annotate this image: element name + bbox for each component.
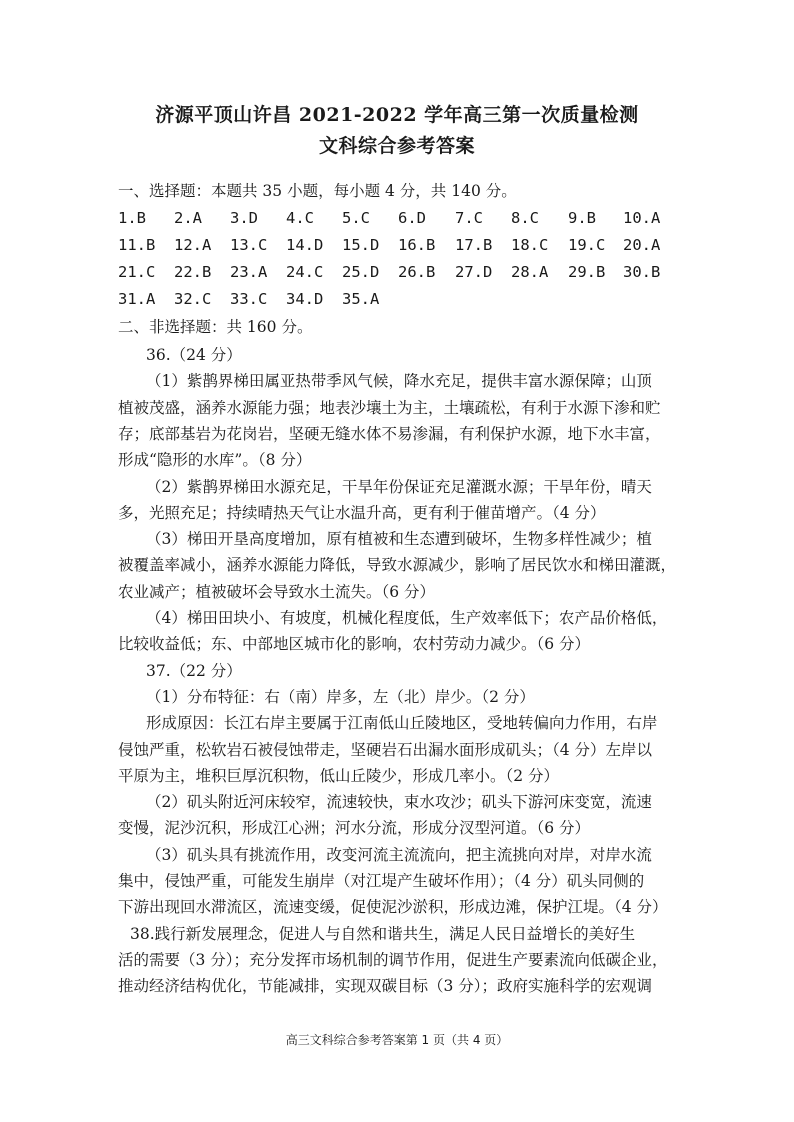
answer-item: 1.B <box>118 209 146 227</box>
answer-item: 17.B <box>455 236 493 254</box>
answer-text-line: 形成“隐形的水库”。（8 分） <box>118 451 312 469</box>
answer-text-line: 平原为主，堆积巨厚沉积物，低山丘陵少，形成几率小。（2 分） <box>118 767 560 785</box>
answer-item: 33.C <box>230 290 268 308</box>
answer-text-line: （1）分布特征：右（南）岸多，左（北）岸少。（2 分） <box>146 688 535 706</box>
answer-item: 34.D <box>286 290 324 308</box>
answer-item: 6.D <box>398 209 426 227</box>
answer-item: 7.C <box>455 209 483 227</box>
section2-heading: 二、非选择题：共 160 分。 <box>118 318 313 336</box>
answer-item: 28.A <box>511 263 549 281</box>
page-footer: 高三文科综合参考答案第 1 页（共 4 页） <box>285 1033 509 1047</box>
answer-text-line: 变慢，泥沙沉积，形成江心洲；河水分流，形成分汊型河道。（6 分） <box>118 819 591 837</box>
answer-item: 18.C <box>511 236 549 254</box>
answer-item: 14.D <box>286 236 324 254</box>
answer-item: 11.B <box>118 236 156 254</box>
answer-item: 10.A <box>623 209 661 227</box>
answer-item: 31.A <box>118 290 156 308</box>
answer-text-line: （1）紫鹊界梯田属亚热带季风气候，降水充足，提供丰富水源保障；山顶 <box>146 372 652 390</box>
answer-item: 5.C <box>342 209 370 227</box>
answer-item: 25.D <box>342 263 380 281</box>
answer-text-line: 活的需要（3 分）；充分发挥市场机制的调节作用，促进生产要素流向低碳企业， <box>118 951 668 969</box>
answer-text-line: 农业减产；植被破坏会导致水土流失。（6 分） <box>118 583 436 601</box>
answer-item: 27.D <box>455 263 493 281</box>
answer-text-line: 侵蚀严重，松软岩石被侵蚀带走，坚硬岩石出漏水面形成矶头；（4 分）左岸以 <box>118 741 653 759</box>
answer-text-line: 集中，侵蚀严重，可能发生崩岸（对江堤产生破坏作用）；（4 分）矶头同侧的 <box>118 872 645 890</box>
answer-text-line: 植被茂盛，涵养水源能力强；地表沙壤土为主，土壤疏松，有利于水源下渗和贮 <box>118 399 661 417</box>
answer-item: 35.A <box>342 290 380 308</box>
answer-item: 21.C <box>118 263 156 281</box>
answer-item: 32.C <box>174 290 212 308</box>
answer-text-line: （3）梯田开垦高度增加，原有植被和生态遭到破坏，生物多样性减少；植 <box>146 530 652 548</box>
answer-row <box>118 262 678 282</box>
answer-text-line: 比较收益低；东、中部地区城市化的影响，农村劳动力减少。（6 分） <box>118 635 591 653</box>
answer-text-line: 下游出现回水滞流区，流速变缓，促使泥沙淤积，形成边滩，保护江堤。（4 分） <box>118 898 668 916</box>
answer-text-line: （2）紫鹊界梯田水源充足，干旱年份保证充足灌溉水源；干旱年份，晴天 <box>146 478 652 496</box>
answer-item: 4.C <box>286 209 314 227</box>
answer-item: 30.B <box>623 263 661 281</box>
answer-row <box>118 208 678 228</box>
answer-item: 8.C <box>511 209 539 227</box>
answer-text-line: 被覆盖率减小，涵养水源能力降低，导致水源减少，影响了居民饮水和梯田灌溉， <box>118 556 677 574</box>
answer-item: 12.A <box>174 236 212 254</box>
answer-item: 19.C <box>568 236 606 254</box>
answer-text-line: 38.践行新发展理念，促进人与自然和谐共生，满足人民日益增长的美好生 <box>130 925 636 943</box>
answer-key-subtitle: 文科综合参考答案 <box>318 135 475 157</box>
answer-item: 26.B <box>398 263 436 281</box>
answer-item: 20.A <box>623 236 661 254</box>
answer-text-line: （3）矶头具有挑流作用，改变河流主流流向，把主流挑向对岸，对岸水流 <box>146 846 652 864</box>
answer-row <box>118 289 678 309</box>
exam-title: 济源平顶山许昌 2021-2022 学年高三第一次质量检测 <box>155 104 639 126</box>
answer-text-line: 多，光照充足；持续晴热天气让水温升高，更有利于催苗增产。（4 分） <box>118 504 606 522</box>
answer-text-line: （2）矶头附近河床较窄，流速较快，束水攻沙；矶头下游河床变宽，流速 <box>146 793 652 811</box>
answer-item: 23.A <box>230 263 268 281</box>
answer-text-line: 36.（24 分） <box>146 346 242 364</box>
answer-item: 16.B <box>398 236 436 254</box>
answer-text-line: 存；底部基岩为花岗岩，坚硬无缝水体不易渗漏，有利保护水源，地下水丰富， <box>118 425 661 443</box>
answer-text-line: 37.（22 分） <box>146 662 242 680</box>
answer-text-line: 推动经济结构优化，节能减排，实现双碳目标（3 分）；政府实施科学的宏观调 <box>118 977 653 995</box>
answer-row <box>118 235 678 255</box>
answer-item: 29.B <box>568 263 606 281</box>
answer-item: 2.A <box>174 209 202 227</box>
section1-heading: 一、选择题：本题共 35 小题，每小题 4 分，共 140 分。 <box>118 182 517 200</box>
answer-item: 13.C <box>230 236 268 254</box>
answer-text-line: 形成原因：长江右岸主要属于江南低山丘陵地区，受地转偏向力作用，右岸 <box>146 714 658 732</box>
answer-item: 3.D <box>230 209 258 227</box>
answer-item: 22.B <box>174 263 212 281</box>
answer-text-line: （4）梯田田块小、有坡度，机械化程度低，生产效率低下；农产品价格低， <box>146 609 668 627</box>
answer-item: 24.C <box>286 263 324 281</box>
answer-item: 15.D <box>342 236 380 254</box>
answer-item: 9.B <box>568 209 596 227</box>
